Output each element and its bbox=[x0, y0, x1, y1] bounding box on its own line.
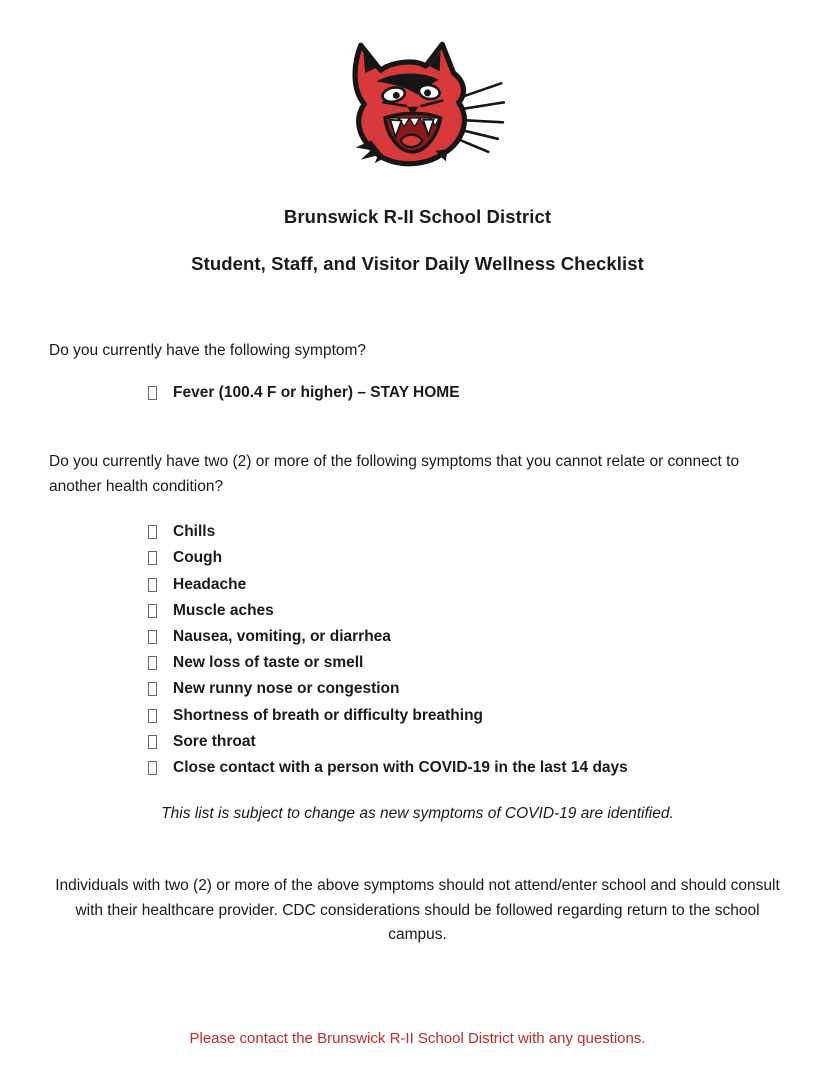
checklist-item bbox=[0, 572, 835, 598]
checklist-item bbox=[0, 650, 835, 676]
contact-footer: Please contact the Brunswick R-II School District with any questions. bbox=[189, 1030, 646, 1048]
checkbox-icon bbox=[148, 604, 157, 618]
checklist-item bbox=[0, 729, 835, 755]
checklist-item-label: Close contact with a person with COVID-19 in the last 14 days bbox=[173, 758, 628, 776]
checklist-item bbox=[0, 545, 835, 571]
checkbox-icon bbox=[148, 578, 157, 592]
checklist-item bbox=[0, 598, 835, 624]
checkbox-icon bbox=[148, 709, 157, 723]
checklist-item-label: Cough bbox=[173, 549, 223, 567]
checkbox-icon bbox=[148, 656, 157, 670]
checklist-title: Student, Staff, and Visitor Daily Wellness Checklist bbox=[191, 253, 644, 274]
question-single-symptom: Do you currently have the following symptom? bbox=[49, 342, 367, 359]
subject-to-change-note: This list is subject to change as new symptoms of COVID-19 are identified. bbox=[161, 805, 674, 823]
symptom-list bbox=[0, 519, 835, 781]
school-mascot-logo bbox=[318, 40, 518, 170]
checkbox-icon bbox=[148, 761, 157, 775]
question-multiple-symptoms: Do you currently have two (2) or more of the following symptoms that you cannot relate or connect to another health condition? bbox=[49, 453, 740, 496]
checklist-item bbox=[0, 624, 835, 650]
checklist-item-label: New runny nose or congestion bbox=[173, 680, 400, 698]
checklist-item-label: Shortness of breath or difficulty breathing bbox=[173, 706, 484, 724]
checklist-item bbox=[0, 676, 835, 702]
checkbox-icon bbox=[148, 682, 157, 696]
guidance-paragraph: Individuals with two (2) or more of the above symptoms should not attend/enter school and should consult with their healthcare provider. CDC considerations should be followed regarding return to the school campus. bbox=[55, 877, 780, 944]
checklist-item-fever bbox=[0, 380, 835, 406]
checklist-item-label: Fever (100.4 F or higher) – STAY HOME bbox=[173, 384, 460, 401]
checkbox-icon bbox=[148, 735, 157, 749]
checklist-item bbox=[0, 703, 835, 729]
checklist-item-label: Muscle aches bbox=[173, 601, 274, 619]
checklist-item-label: Headache bbox=[173, 575, 247, 593]
checklist-item bbox=[0, 519, 835, 545]
checklist-item-label: Sore throat bbox=[173, 732, 256, 750]
checkbox-icon bbox=[148, 551, 157, 565]
checkbox-icon bbox=[148, 386, 157, 400]
checkbox-icon bbox=[148, 630, 157, 644]
checklist-item bbox=[0, 755, 835, 781]
checklist-item-label: Nausea, vomiting, or diarrhea bbox=[173, 627, 391, 645]
checklist-item-label: New loss of taste or smell bbox=[173, 654, 364, 672]
district-title: Brunswick R-II School District bbox=[283, 206, 552, 227]
checkbox-icon bbox=[148, 525, 157, 539]
wildcat-mascot-icon bbox=[318, 40, 518, 170]
checklist-item-label: Chills bbox=[173, 523, 216, 541]
